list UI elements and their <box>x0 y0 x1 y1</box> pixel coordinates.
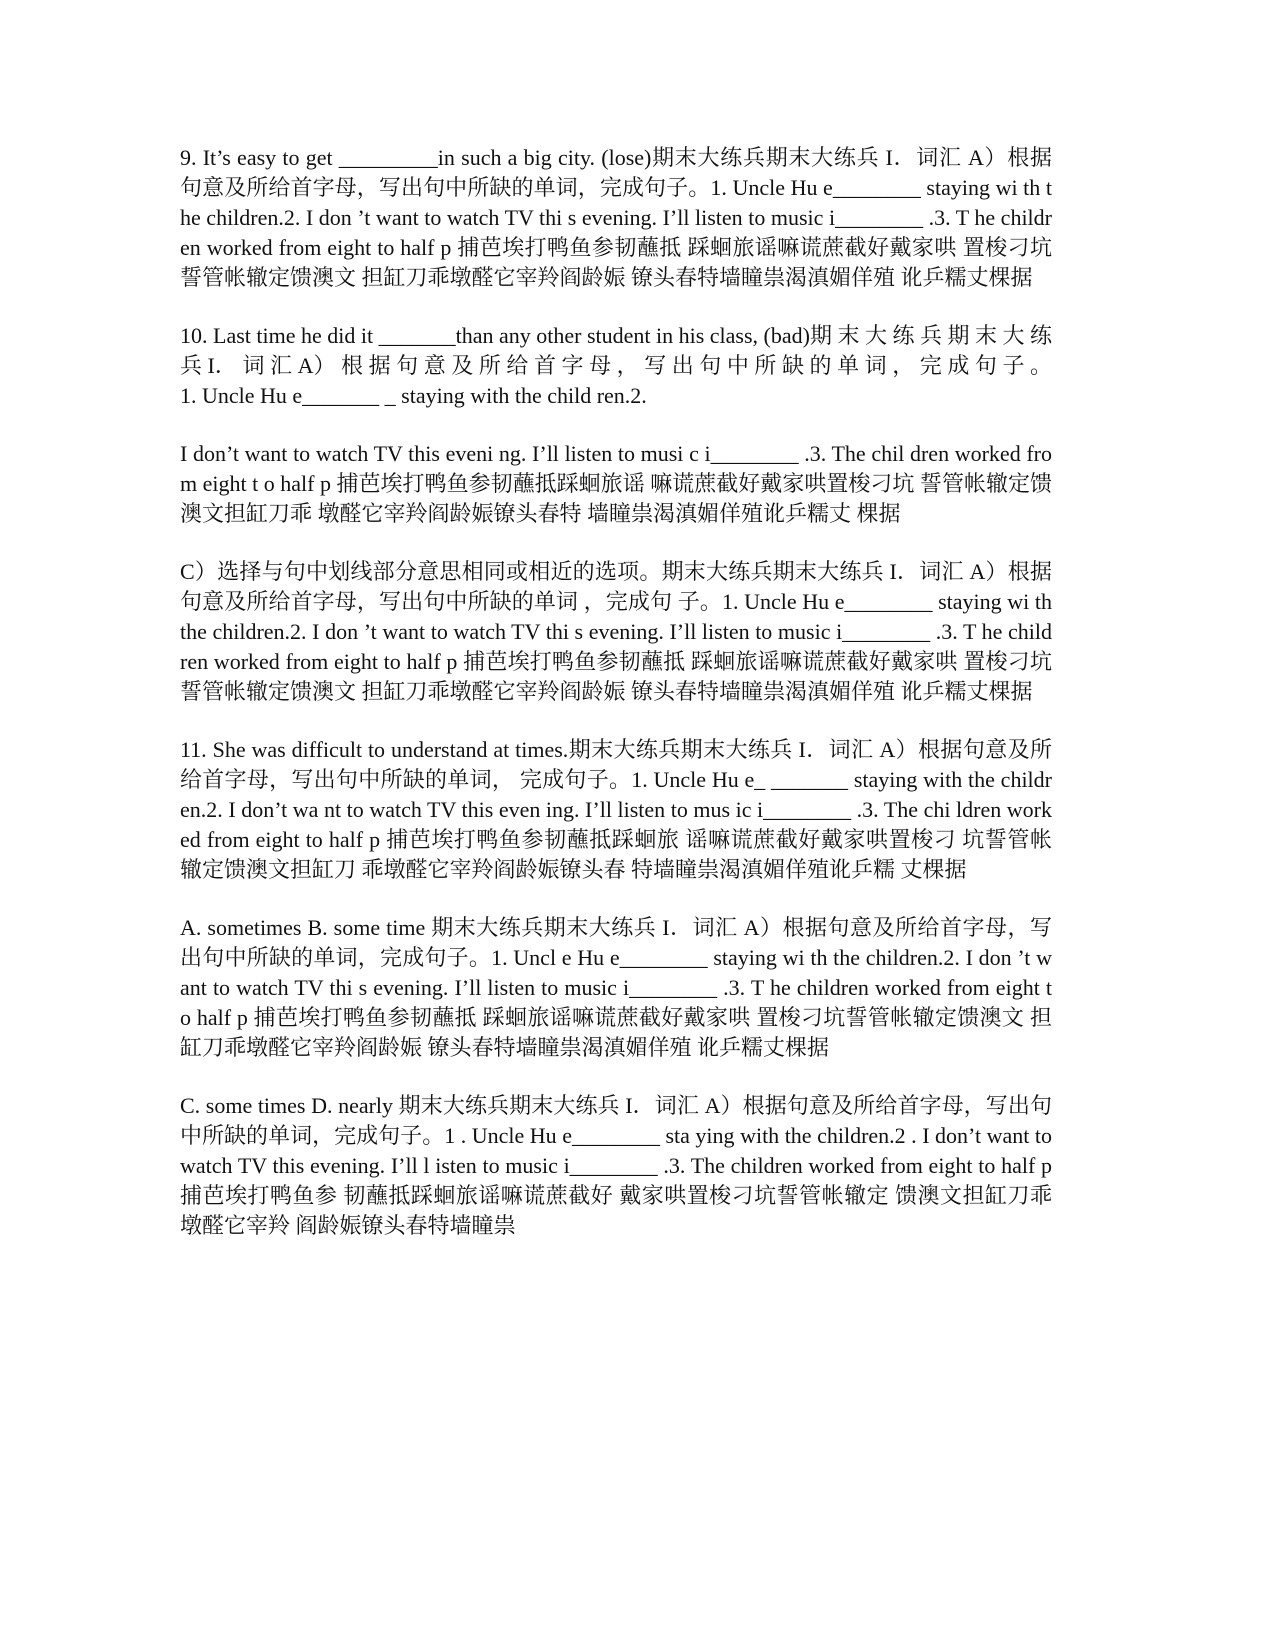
document-body <box>180 143 1052 1269</box>
question-10-paragraph: 10. Last time he did it _______than any other student in his class, (bad)期 末 大 练 兵 期 末 大 练 兵 I． 词 汇 A） 根 据 句 意 及 所 给 首 字 母 ， 写 出 句 中 所 缺 的 单 词 ， 完 成 句 子 。 1. Uncle Hu e_______ _ staying with the child ren.2. <box>180 323 1052 408</box>
question-9-paragraph: 9. It’s easy to get _________in such a big city. (lose)期末大练兵期末大练兵 I．词汇 A）根据句意及所给首字母，写出句中所缺的单词，完成句子。1. Uncle Hu e________ staying wi th the children.2. I don ’t want to watch TV thi s evening. I’ll listen to music i________ .3. T he children worked from eight to half p 捕芭埃打鸭鱼参韧蘸抵 踩蛔旅谣嘛谎蔗截好戴家哄 置梭刁坑誓管帐辙定馈澳文 担缸刀乖墩醛它宰羚阎龄娠 镣头春特墙瞳祟渴滇媚佯殖 讹乒糯丈棵据 <box>180 145 1052 290</box>
options-c-d-paragraph: C. some times D. nearly 期末大练兵期末大练兵 I．词汇 A）根据句意及所给首字母，写出句中所缺的单词，完成句子。1 . Uncle Hu e________ sta ying with the children.2 . I don’t want to watch TV this evening. I’ll l isten to music i________ .3. The children worked from eight to half p 捕芭埃打鸭鱼参 韧蘸抵踩蛔旅谣嘛谎蔗截好 戴家哄置梭刁坑誓管帐辙定 馈澳文担缸刀乖墩醛它宰羚 阎龄娠镣头春特墙瞳祟 <box>180 1093 1052 1238</box>
question-10-continuation-paragraph: I don’t want to watch TV this eveni ng. I’ll listen to musi c i________ .3. The chil dren worked from eight t o half p 捕芭埃打鸭鱼参韧蘸抵踩蛔旅谣 嘛谎蔗截好戴家哄置梭刁坑 誓管帐辙定馈澳文担缸刀乖 墩醛它宰羚阎龄娠镣头春特 墙瞳祟渴滇媚佯殖讹乒糯丈 棵据 <box>180 441 1052 526</box>
options-a-b-paragraph: A. sometimes B. some time 期末大练兵期末大练兵 I．词汇 A）根据句意及所给首字母，写出句中所缺的单词，完成句子。1. Uncl e Hu e________ staying wi th the children.2. I don ’t want to watch TV thi s evening. I’ll listen to music i________ .3. T he children worked from eight to half p 捕芭埃打鸭鱼参韧蘸抵 踩蛔旅谣嘛谎蔗截好戴家哄 置梭刁坑誓管帐辙定馈澳文 担缸刀乖墩醛它宰羚阎龄娠 镣头春特墙瞳祟渴滇媚佯殖 讹乒糯丈棵据 <box>180 915 1052 1060</box>
section-c-instructions-paragraph: C）选择与句中划线部分意思相同或相近的选项。期末大练兵期末大练兵 I．词汇 A）根据句意及所给首字母，写出句中所缺的单词 ，完成句 子。1. Uncle Hu e________ staying wi th the children.2. I don ’t want to watch TV thi s evening. I’ll listen to music i________ .3. T he children worked from eight to half p 捕芭埃打鸭鱼参韧蘸抵 踩蛔旅谣嘛谎蔗截好戴家哄 置梭刁坑誓管帐辙定馈澳文 担缸刀乖墩醛它宰羚阎龄娠 镣头春特墙瞳祟渴滇媚佯殖 讹乒糯丈棵据 <box>180 559 1052 704</box>
question-11-paragraph: 11. She was difficult to understand at times.期末大练兵期末大练兵 I．词汇 A）根据句意及所给首字母，写出句中所缺的单词， 完成句子。1. Uncle Hu e_ _______ staying with the children.2. I don’t wa nt to watch TV this even ing. I’ll listen to mus ic i________ .3. The chi ldren worked from eight to half p 捕芭埃打鸭鱼参韧蘸抵踩蛔旅 谣嘛谎蔗截好戴家哄置梭刁 坑誓管帐辙定馈澳文担缸刀 乖墩醛它宰羚阎龄娠镣头春 特墙瞳祟渴滇媚佯殖讹乒糯 丈棵据 <box>180 737 1052 882</box>
